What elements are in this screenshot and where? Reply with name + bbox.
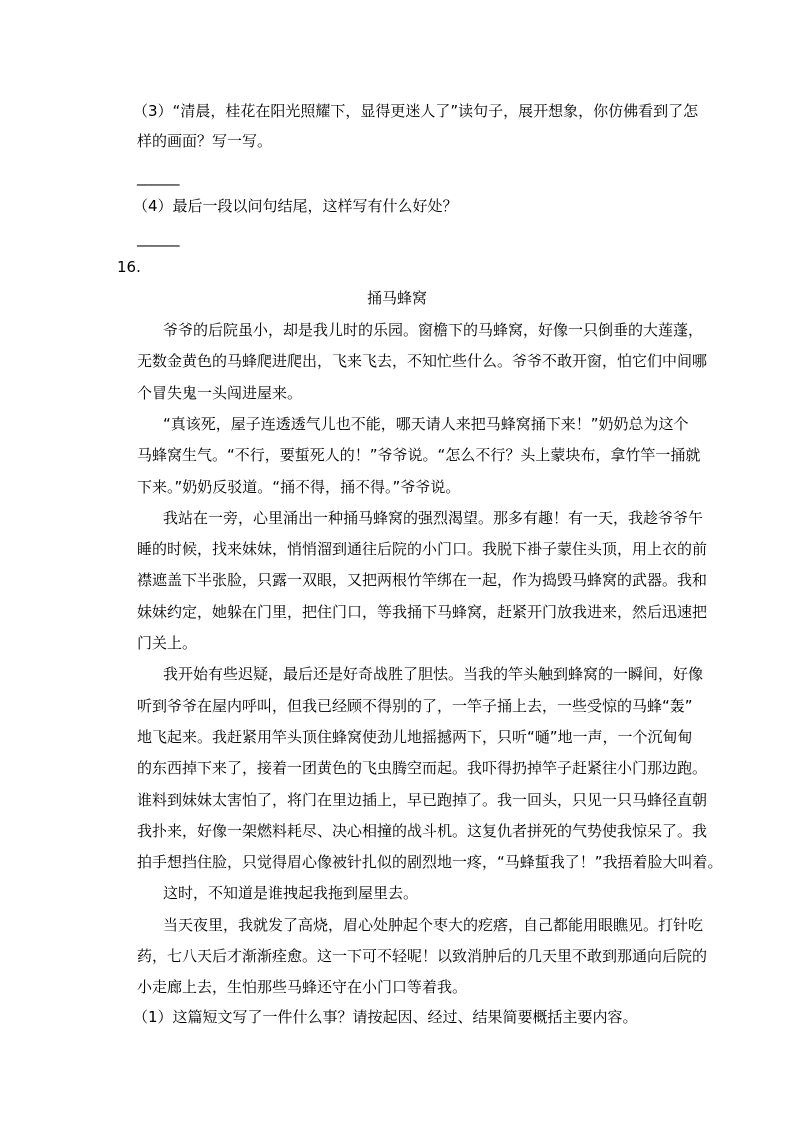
answer-blank-q4[interactable]: ______	[137, 229, 179, 247]
q4-text: （4）最后一段以问句结尾，这样写有什么好处？	[133, 197, 458, 215]
passage-line: 我开始有些迟疑，最后还是好奇战胜了胆怯。当我的竿头触到蜂窝的一瞬间，好像	[163, 665, 704, 684]
passage-line: 马蜂窝生气。“不行，要蜇死人的！”爷爷说。“怎么不行？头上蒙块布，拿竹竿一捅就	[137, 446, 701, 465]
passage-line: 下来。”奶奶反驳道。“捅不得，捅不得。”爷爷说。	[137, 477, 461, 496]
q3-line-1: （3）“清晨，桂花在阳光照耀下，显得更迷人了”读句子，展开想象，你仿佛看到了怎	[133, 102, 699, 120]
q3-line-2: 样的画面？写一写。	[137, 132, 273, 150]
question-number: 16.	[117, 258, 141, 276]
passage-line: 无数金黄色的马蜂爬进爬出，飞来飞去，不知忙些什么。爷爷不敢开窗，怕它们中间哪	[137, 352, 708, 371]
passage-line: 睡的时候，找来妹妹，悄悄溜到通往后院的小门口。我脱下褂子蒙住头顶，用上衣的前	[137, 540, 708, 559]
passage-line: 妹妹约定，她躲在门里，把住门口，等我捅下马蜂窝，赶紧开门放我进来，然后迅速把	[137, 602, 708, 621]
passage-line: 药，七八天后才渐渐痊愈。这一下可不轻呢！以致消肿后的几天里不敢到那通向后院的	[137, 947, 708, 965]
passage-line: 地飞起来。我赶紧用竿头顶住蜂窝使劲儿地摇撼两下，只听“嗵”地一声，一个沉甸甸	[137, 727, 693, 746]
passage-line: 门关上。	[137, 634, 198, 652]
passage-line: 拍手想挡住脸，只觉得眉心像被针扎似的剧烈地一疼，“马蜂蜇我了！”我捂着脸大叫着。	[137, 853, 723, 872]
passage-line: 我扑来，好像一架燃料耗尽、决心相撞的战斗机。这复仇者拼死的气势使我惊呆了。我	[137, 821, 708, 840]
passage-title: 捅马蜂窝	[366, 289, 427, 307]
passage-line: 小走廊上去，生怕那些马蜂还守在小门口等着我。	[137, 978, 468, 997]
passage-line: 当天夜里，我就发了高烧，眉心处肿起个枣大的疙瘩，自己都能用眼瞧见。打针吃	[163, 915, 704, 934]
passage-line: 爷爷的后院虽小，却是我儿时的乐园。窗檐下的马蜂窝，好像一只倒垂的大莲蓬，	[163, 321, 704, 339]
answer-blank-q3[interactable]: ______	[137, 168, 179, 186]
passage-line: 谁料到妹妹太害怕了，将门在里边插上，早已跑掉了。我一回头，只见一只马蜂径直朝	[137, 790, 708, 809]
passage-line: “真该死，屋子连透透气儿也不能，哪天请人来把马蜂窝捅下来！”奶奶总为这个	[163, 414, 689, 433]
passage-line: 我站在一旁，心里涌出一种捅马蜂窝的强烈渴望。那多有趣！有一天，我趁爷爷午	[163, 508, 704, 527]
q1-text: （1）这篇短文写了一件什么事？请按起因、经过、结果简要概括主要内容。	[133, 1007, 638, 1026]
passage-line: 襟遮盖下半张脸，只露一双眼，又把两根竹竿绑在一起，作为捣毁马蜂窝的武器。我和	[137, 571, 708, 590]
passage-line: 这时，不知道是谁拽起我拖到屋里去。	[163, 884, 419, 903]
passage-line: 的东西掉下来了，接着一团黄色的飞虫腾空而起。我吓得扔掉竿子赶紧往小门那边跑。	[137, 759, 708, 778]
passage-line: 听到爷爷在屋内呼叫，但我已经顾不得别的了，一竿子捅上去，一些受惊的马蜂“轰”	[137, 696, 693, 715]
passage-line: 个冒失鬼一头闯进屋来。	[137, 383, 303, 402]
